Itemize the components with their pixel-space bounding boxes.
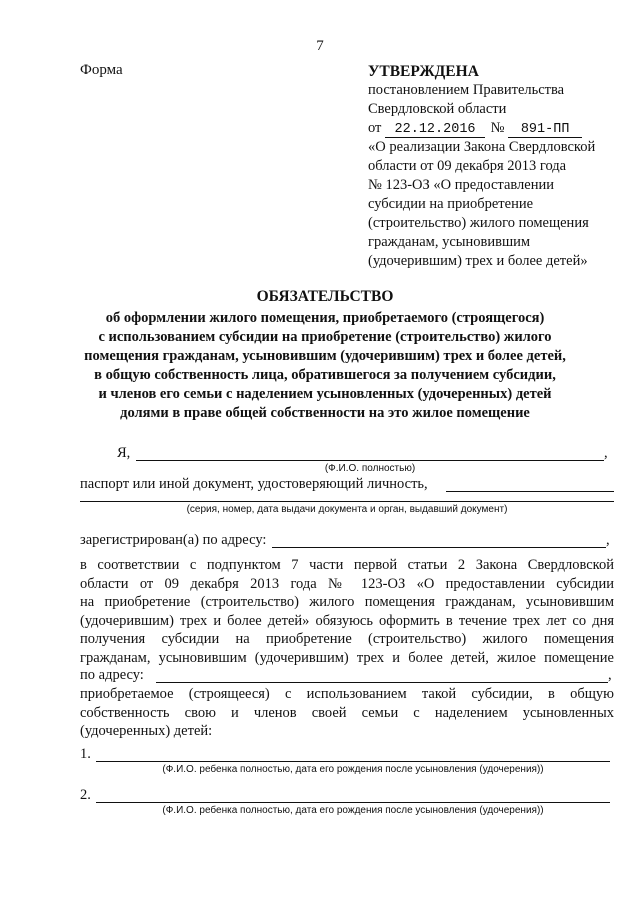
body-line: области от 09 декабря 2013 года № 123-ОЗ «О предоставлении субсидии: [80, 575, 614, 592]
subtitle-line: с использованием субсидии на приобретение (строительство) жилого: [98, 329, 552, 345]
obligation-text-2: [80, 685, 614, 741]
body-line: (удочерившим) трех и более детей» обязуюсь оформить в течение трех лет со дня: [80, 612, 614, 629]
subtitle-line: об оформлении жилого помещения, приобретаемого (строящегося): [105, 310, 545, 326]
approval-block: [368, 62, 618, 271]
number-field[interactable]: 891-ПП: [508, 122, 582, 138]
approval-title-line: (строительство) жилого помещения: [368, 215, 589, 231]
approval-title-line: области от 09 декабря 2013 года: [368, 158, 567, 174]
number-prefix: №: [490, 120, 505, 136]
body-line: получения субсидии на приобретение (строительство) жилого помещения: [80, 631, 614, 647]
approval-line-2: Свердловской области: [368, 101, 507, 117]
body-line: собственность свою и членов своей семьи с наделением усыновленных: [80, 704, 614, 721]
approval-title-line: субсидии на приобретение: [368, 196, 534, 212]
document-subtitle: [60, 309, 590, 423]
subtitle-line: в общую собственность лица, обратившегося за получением субсидии,: [94, 367, 556, 383]
child-2-number: 2.: [80, 787, 91, 803]
subtitle-line: и членов его семьи с наделением усыновленных (удочеренных) детей: [98, 386, 552, 402]
page-number: 7: [316, 38, 324, 54]
body-line: в соответствии с подпунктом 7 части первой статьи 2 Закона Свердловской: [80, 557, 614, 573]
child-2-field[interactable]: [96, 802, 610, 803]
by-address-end-comma: ,: [608, 667, 612, 683]
body-line: (удочеренных) детей:: [80, 723, 213, 739]
approval-title-line: гражданам, усыновившим: [368, 234, 531, 250]
passport-field-1[interactable]: [446, 491, 614, 492]
passport-caption: (серия, номер, дата выдачи документа и орган, выдавший документ): [186, 504, 508, 515]
by-address-label: по адресу:: [80, 667, 144, 683]
approval-date-line: [368, 119, 618, 138]
property-address-field[interactable]: [156, 682, 608, 683]
child-1-number: 1.: [80, 746, 91, 762]
date-field[interactable]: 22.12.2016: [385, 122, 485, 138]
address-field[interactable]: [272, 547, 606, 548]
child-2-caption: (Ф.И.О. ребенка полностью, дата его рождения после усыновления (удочерения)): [162, 805, 544, 816]
document-title: ОБЯЗАТЕЛЬСТВО: [256, 288, 394, 305]
approval-line-1: постановлением Правительства: [368, 82, 565, 98]
fio-end-comma: ,: [604, 445, 608, 461]
obligation-text: [80, 556, 614, 667]
approval-title-line: «О реализации Закона Свердловской: [368, 139, 596, 155]
address-end-comma: ,: [606, 532, 610, 548]
address-label: зарегистрирован(а) по адресу:: [80, 532, 267, 548]
approval-title-line: (удочерившим) трех и более детей»: [368, 253, 588, 269]
passport-field-2[interactable]: [80, 501, 614, 502]
body-line: гражданам, усыновившим (удочерившим) трех и более детей, жилое помещение: [80, 649, 614, 666]
subtitle-line: помещения гражданам, усыновившим (удочерившим) трех и более детей,: [84, 348, 566, 364]
fio-field[interactable]: [136, 460, 604, 461]
child-1-caption: (Ф.И.О. ребенка полностью, дата его рождения после усыновления (удочерения)): [162, 764, 544, 775]
approval-heading: УТВЕРЖДЕНА: [368, 63, 479, 80]
fio-caption: (Ф.И.О. полностью): [324, 463, 416, 474]
i-label: Я,: [117, 445, 131, 461]
approval-title-line: № 123-ОЗ «О предоставлении: [368, 177, 554, 193]
form-label: Форма: [80, 62, 123, 78]
subtitle-line: долями в праве общей собственности на это жилое помещение: [120, 405, 530, 421]
date-prefix: от: [368, 120, 382, 136]
body-line: приобретаемое (строящееся) с использованием такой субсидии, в общую: [80, 686, 614, 702]
body-line: на приобретение (строительство) жилого помещения гражданам, усыновившим: [80, 594, 614, 610]
passport-label: паспорт или иной документ, удостоверяющий личность,: [80, 476, 428, 492]
child-1-field[interactable]: [96, 761, 610, 762]
